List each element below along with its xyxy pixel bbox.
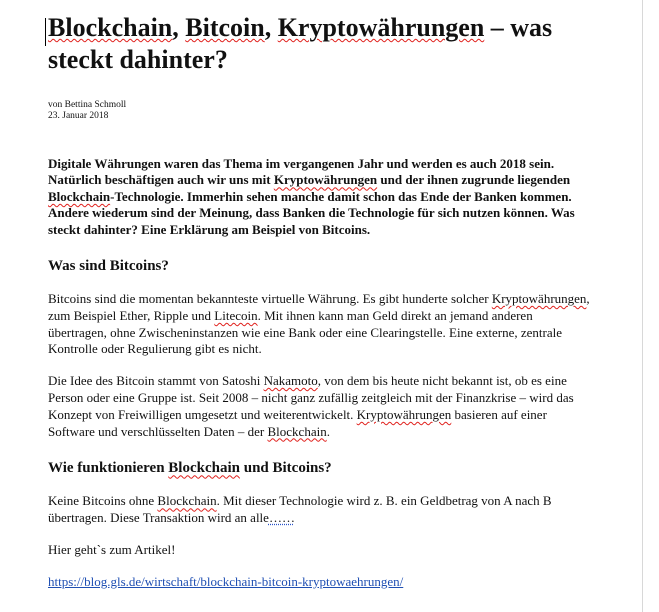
page-edge-divider <box>642 0 643 612</box>
paragraph-2[interactable] <box>48 373 593 440</box>
paragraph-1[interactable] <box>48 291 593 358</box>
title-sep-2: , <box>264 13 278 42</box>
article-author: von Bettina Schmoll <box>48 100 127 110</box>
title-word-bitcoin: Bitcoin <box>185 13 265 42</box>
para3-text-1: Keine Bitcoins ohne <box>48 493 158 509</box>
para2-word-nakamoto: Nakamoto <box>263 373 318 389</box>
para1-text-3: . Mit ihnen kann man Geld direkt an jemand anderen übertragen, ohne Zwischeninstanzen wie eine Bank oder eine Clearingstelle. Eine externe, zentrale Kontrolle oder Regulierung gibt es nicht. <box>48 307 563 357</box>
para2-text-1: Die Idee des Bitcoin stammt von Satoshi <box>48 373 264 389</box>
paragraph-3[interactable] <box>48 493 593 527</box>
para2-text-2: , von dem bis heute nicht bekannt ist, ob es eine Person oder eine Gruppe ist. Seit 2008 – nicht ganz zufällig zeitgleich mit der Finanzkrise – wird das Konzept von Freiwilligen umgesetzt und weiterentwickelt. <box>48 373 574 422</box>
title-rest: – was steckt dahinter? <box>48 13 553 74</box>
para3-ellipsis: …… <box>268 510 295 526</box>
para2-text-4: . <box>326 423 330 439</box>
lead-word-blockchain: Blockchain <box>48 188 111 204</box>
heading2-word-blockchain: Blockchain <box>168 460 240 477</box>
lead-text-3: -Technologie. Immerhin sehen manche damit schon das Ende der Banken kommen. Andere wiederum sind der Meinung, dass Banken die Technologie für sich nutzen können. Was steckt dahinter? Eine Erklärung am Beispiel von Bitcoins. <box>48 188 575 237</box>
title-sep-1: , <box>172 13 186 42</box>
para1-word-litecoin: Litecoin <box>214 307 258 323</box>
para2-word-blockchain: Blockchain <box>267 423 327 439</box>
document-body[interactable] <box>48 12 593 591</box>
link-paragraph <box>48 574 593 591</box>
para1-word-kryptowaehrungen: Kryptowährungen <box>491 291 587 307</box>
lead-word-kryptowaehrungen: Kryptowährungen <box>273 172 378 188</box>
article-date: 23. Januar 2018 <box>48 111 109 121</box>
para3-text-2: . Mit dieser Technologie wird z. B. ein Geldbetrag von A nach B übertragen. Diese Transaktion wird an alle <box>48 493 552 526</box>
paragraph-4[interactable]: Hier geht`s zum Artikel! <box>48 542 176 557</box>
section-heading-wie-funktionieren[interactable] <box>48 458 593 478</box>
article-lead[interactable] <box>48 156 593 238</box>
section-heading-was-sind-bitcoins[interactable]: Was sind Bitcoins? <box>48 258 169 275</box>
heading2-text-1: Wie funktionieren <box>48 460 169 477</box>
lead-text-1: Digitale Währungen waren das Thema im vergangenen Jahr und werden es auch 2018 sein. Natürlich beschäftigen auch wir uns mit <box>48 156 555 188</box>
heading2-text-2: und Bitcoins? <box>239 460 332 477</box>
article-title[interactable] <box>48 12 593 76</box>
lead-text-2: und der ihnen zugrunde liegenden <box>377 172 571 188</box>
title-word-kryptowaehrungen: Kryptowährungen <box>277 13 485 42</box>
para3-word-blockchain: Blockchain <box>157 493 217 509</box>
para1-text-1: Bitcoins sind die momentan bekannteste virtuelle Währung. Es gibt hunderte solcher <box>48 291 492 307</box>
text-cursor <box>45 18 46 46</box>
article-link[interactable]: https://blog.gls.de/wirtschaft/blockchain-bitcoin-kryptowaehrungen/ <box>48 573 404 589</box>
article-meta <box>48 100 593 122</box>
para2-word-kryptowaehrungen: Kryptowährungen <box>356 406 452 422</box>
para2-text-3: basieren auf einer Software und verschlüsselten Daten – der <box>48 406 547 439</box>
para1-text-2: , zum Beispiel Ether, Ripple und <box>48 291 590 323</box>
title-word-blockchain: Blockchain <box>48 13 173 42</box>
